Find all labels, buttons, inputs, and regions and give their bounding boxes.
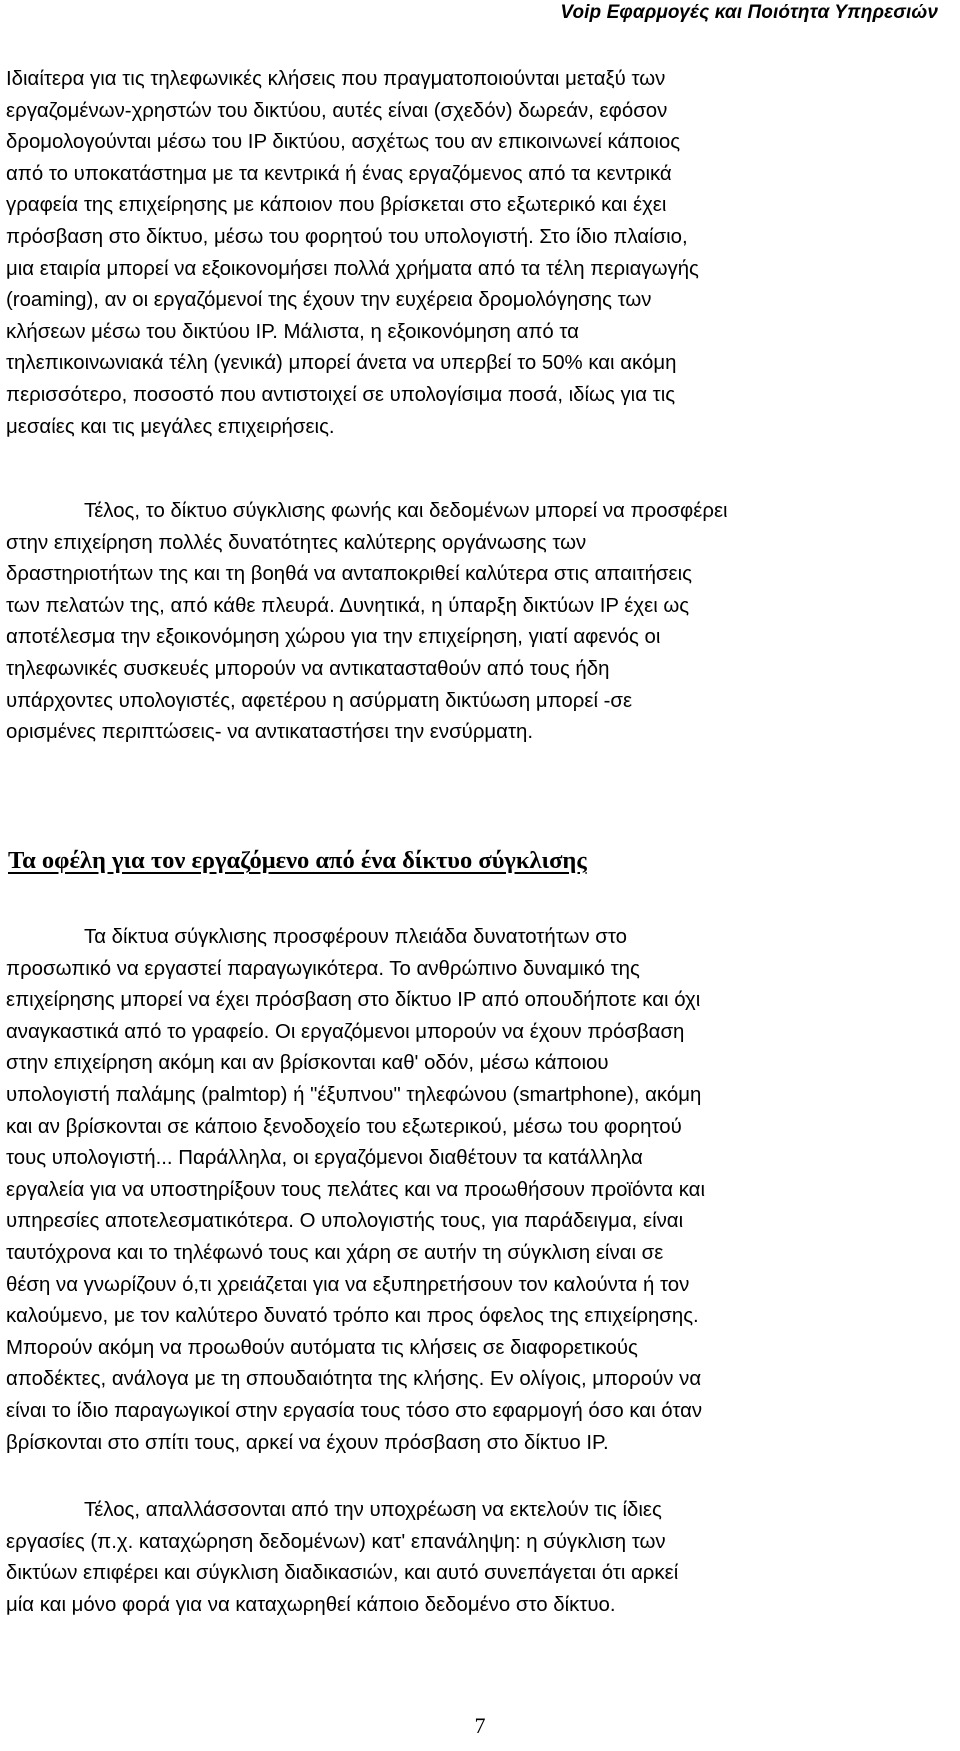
paragraph-cost-savings: [6, 64, 960, 443]
text-line: και αν βρίσκονται σε κάποιο ξενοδοχείο του εξωτερικού, μέσω του φορητού: [6, 1115, 682, 1138]
text-line: θέση να γνωρίζουν ό,τι χρειάζεται για να εξυπηρετήσουν τον καλούντα ή τον: [6, 1273, 690, 1296]
text-line: στην επιχείρηση πολλές δυνατότητες καλύτερης οργάνωσης των: [6, 531, 587, 554]
text-line: Τα δίκτυα σύγκλισης προσφέρουν πλειάδα δυνατοτήτων στο: [84, 926, 627, 948]
text-line: τηλεπικοινωνιακά τέλη (γενικά) μπορεί άνετα να υπερβεί το 50% και ακόμη: [6, 352, 677, 375]
text-line: Μπορούν ακόμη να προωθούν αυτόματα τις κλήσεις σε διαφορετικούς: [6, 1336, 638, 1359]
text-line: των πελατών της, από κάθε πλευρά. Δυνητικά, η ύπαρξη δικτύων IP έχει ως: [6, 594, 690, 617]
text-line: περισσότερο, ποσοστό που αντιστοιχεί σε υπολογίσιμα ποσά, ιδίως για τις: [6, 383, 676, 406]
text-line: αποτέλεσμα την εξοικονόμηση χώρου για την επιχείρηση, γιατί αφενός οι: [6, 626, 661, 649]
paragraph-process-convergence: [6, 1495, 960, 1621]
text-line: από το υποκατάστημα με τα κεντρικά ή ένας εργαζόμενος από τα κεντρικά: [6, 162, 672, 185]
text-line: (roaming), αν οι εργαζόμενοί της έχουν την ευχέρεια δρομολόγησης των: [6, 289, 652, 312]
text-line: κλήσεων μέσω του δικτύου IP. Μάλιστα, η εξοικονόμηση από τα: [6, 320, 579, 343]
text-line: γραφεία της επιχείρησης με κάποιον που βρίσκεται στο εξωτερικό και έχει: [6, 194, 667, 217]
text-line: υπάρχοντες υπολογιστές, αφετέρου η ασύρματη δικτύωση μπορεί -σε: [6, 689, 633, 712]
text-line: πρόσβαση στο δίκτυο, μέσω του φορητού του υπολογιστή. Στο ίδιο πλαίσιο,: [6, 225, 688, 248]
text-line: επιχείρησης μπορεί να έχει πρόσβαση στο δίκτυο IP από οπουδήποτε και όχι: [6, 989, 701, 1012]
section-heading: Τα οφέλη για τον εργαζόμενο από ένα δίκτυο σύγκλισης: [8, 847, 587, 874]
text-line: είναι το ίδιο παραγωγικοί στην εργασία τους τόσο στο εφαρμογή όσο και όταν: [6, 1399, 703, 1422]
paragraph-organization: [6, 496, 960, 749]
text-line: υπηρεσίες αποτελεσματικότερα. Ο υπολογιστής τους, για παράδειγμα, είναι: [6, 1210, 684, 1233]
text-line: αποδέκτες, ανάλογα με τη σπουδαιότητα της κλήσης. Εν ολίγοις, μπορούν να: [6, 1368, 702, 1391]
text-line: αναγκαστικά από το γραφείο. Οι εργαζόμενοι μπορούν να έχουν πρόσβαση: [6, 1020, 685, 1043]
text-line: Τέλος, απαλλάσσονται από την υποχρέωση να εκτελούν τις ίδιες: [84, 1499, 662, 1521]
text-line: δρομολογούνται μέσω του IP δικτύου, ασχέτως του αν επικοινωνεί κάποιος: [6, 131, 681, 154]
page-number: 7: [474, 1713, 486, 1738]
paragraph-employee-benefits: [6, 922, 960, 1459]
text-line: Τέλος, το δίκτυο σύγκλισης φωνής και δεδομένων μπορεί να προσφέρει: [84, 500, 728, 522]
text-line: μια εταιρία μπορεί να εξοικονομήσει πολλά χρήματα από τα τέλη περιαγωγής: [6, 257, 699, 280]
text-line: προσωπικό να εργαστεί παραγωγικότερα. Το ανθρώπινο δυναμικό της: [6, 957, 640, 980]
text-line: τους υπολογιστή... Παράλληλα, οι εργαζόμενοι διαθέτουν τα κατάλληλα: [6, 1147, 643, 1170]
text-line: ορισμένες περιπτώσεις- να αντικαταστήσει την ενσύρματη.: [6, 721, 534, 744]
text-line: καλούμενο, με τον καλύτερο δυνατό τρόπο και προς όφελος της επιχείρησης.: [6, 1305, 699, 1328]
text-line: τηλεφωνικές συσκευές μπορούν να αντικατασταθούν από τους ήδη: [6, 657, 610, 680]
text-line: Ιδιαίτερα για τις τηλεφωνικές κλήσεις που πραγματοποιούνται μεταξύ των: [6, 68, 666, 90]
text-line: εργασίες (π.χ. καταχώρηση δεδομένων) κατ' επανάληψη: η σύγκλιση των: [6, 1530, 666, 1553]
text-line: δικτύων επιφέρει και σύγκλιση διαδικασιών, και αυτό συνεπάγεται ότι αρκεί: [6, 1562, 679, 1585]
text-line: βρίσκονται στο σπίτι τους, αρκεί να έχουν πρόσβαση στο δίκτυο IP.: [6, 1431, 609, 1454]
text-line: εργαζομένων-χρηστών του δικτύου, αυτές είναι (σχεδόν) δωρεάν, εφόσον: [6, 99, 668, 122]
running-header-title: Voip Εφαρμογές και Ποιότητα Υπηρεσιών: [560, 2, 938, 23]
text-line: στην επιχείρηση ακόμη και αν βρίσκονται καθ' οδόν, μέσω κάποιου: [6, 1052, 609, 1075]
text-line: ταυτόχρονα και το τηλέφωνό τους και χάρη σε αυτήν τη σύγκλιση είναι σε: [6, 1241, 664, 1264]
text-line: μεσαίες και τις μεγάλες επιχειρήσεις.: [6, 415, 335, 438]
text-line: υπολογιστή παλάμης (palmtop) ή "έξυπνου" τηλεφώνου (smartphone), ακόμη: [6, 1083, 702, 1106]
text-line: δραστηριοτήτων της και τη βοηθά να ανταποκριθεί καλύτερα στις απαιτήσεις: [6, 563, 692, 586]
text-line: μία και μόνο φορά για να καταχωρηθεί κάποιο δεδομένο στο δίκτυο.: [6, 1593, 616, 1616]
text-line: εργαλεία για να υποστηρίξουν τους πελάτες και να προωθήσουν προϊόντα και: [6, 1178, 705, 1201]
